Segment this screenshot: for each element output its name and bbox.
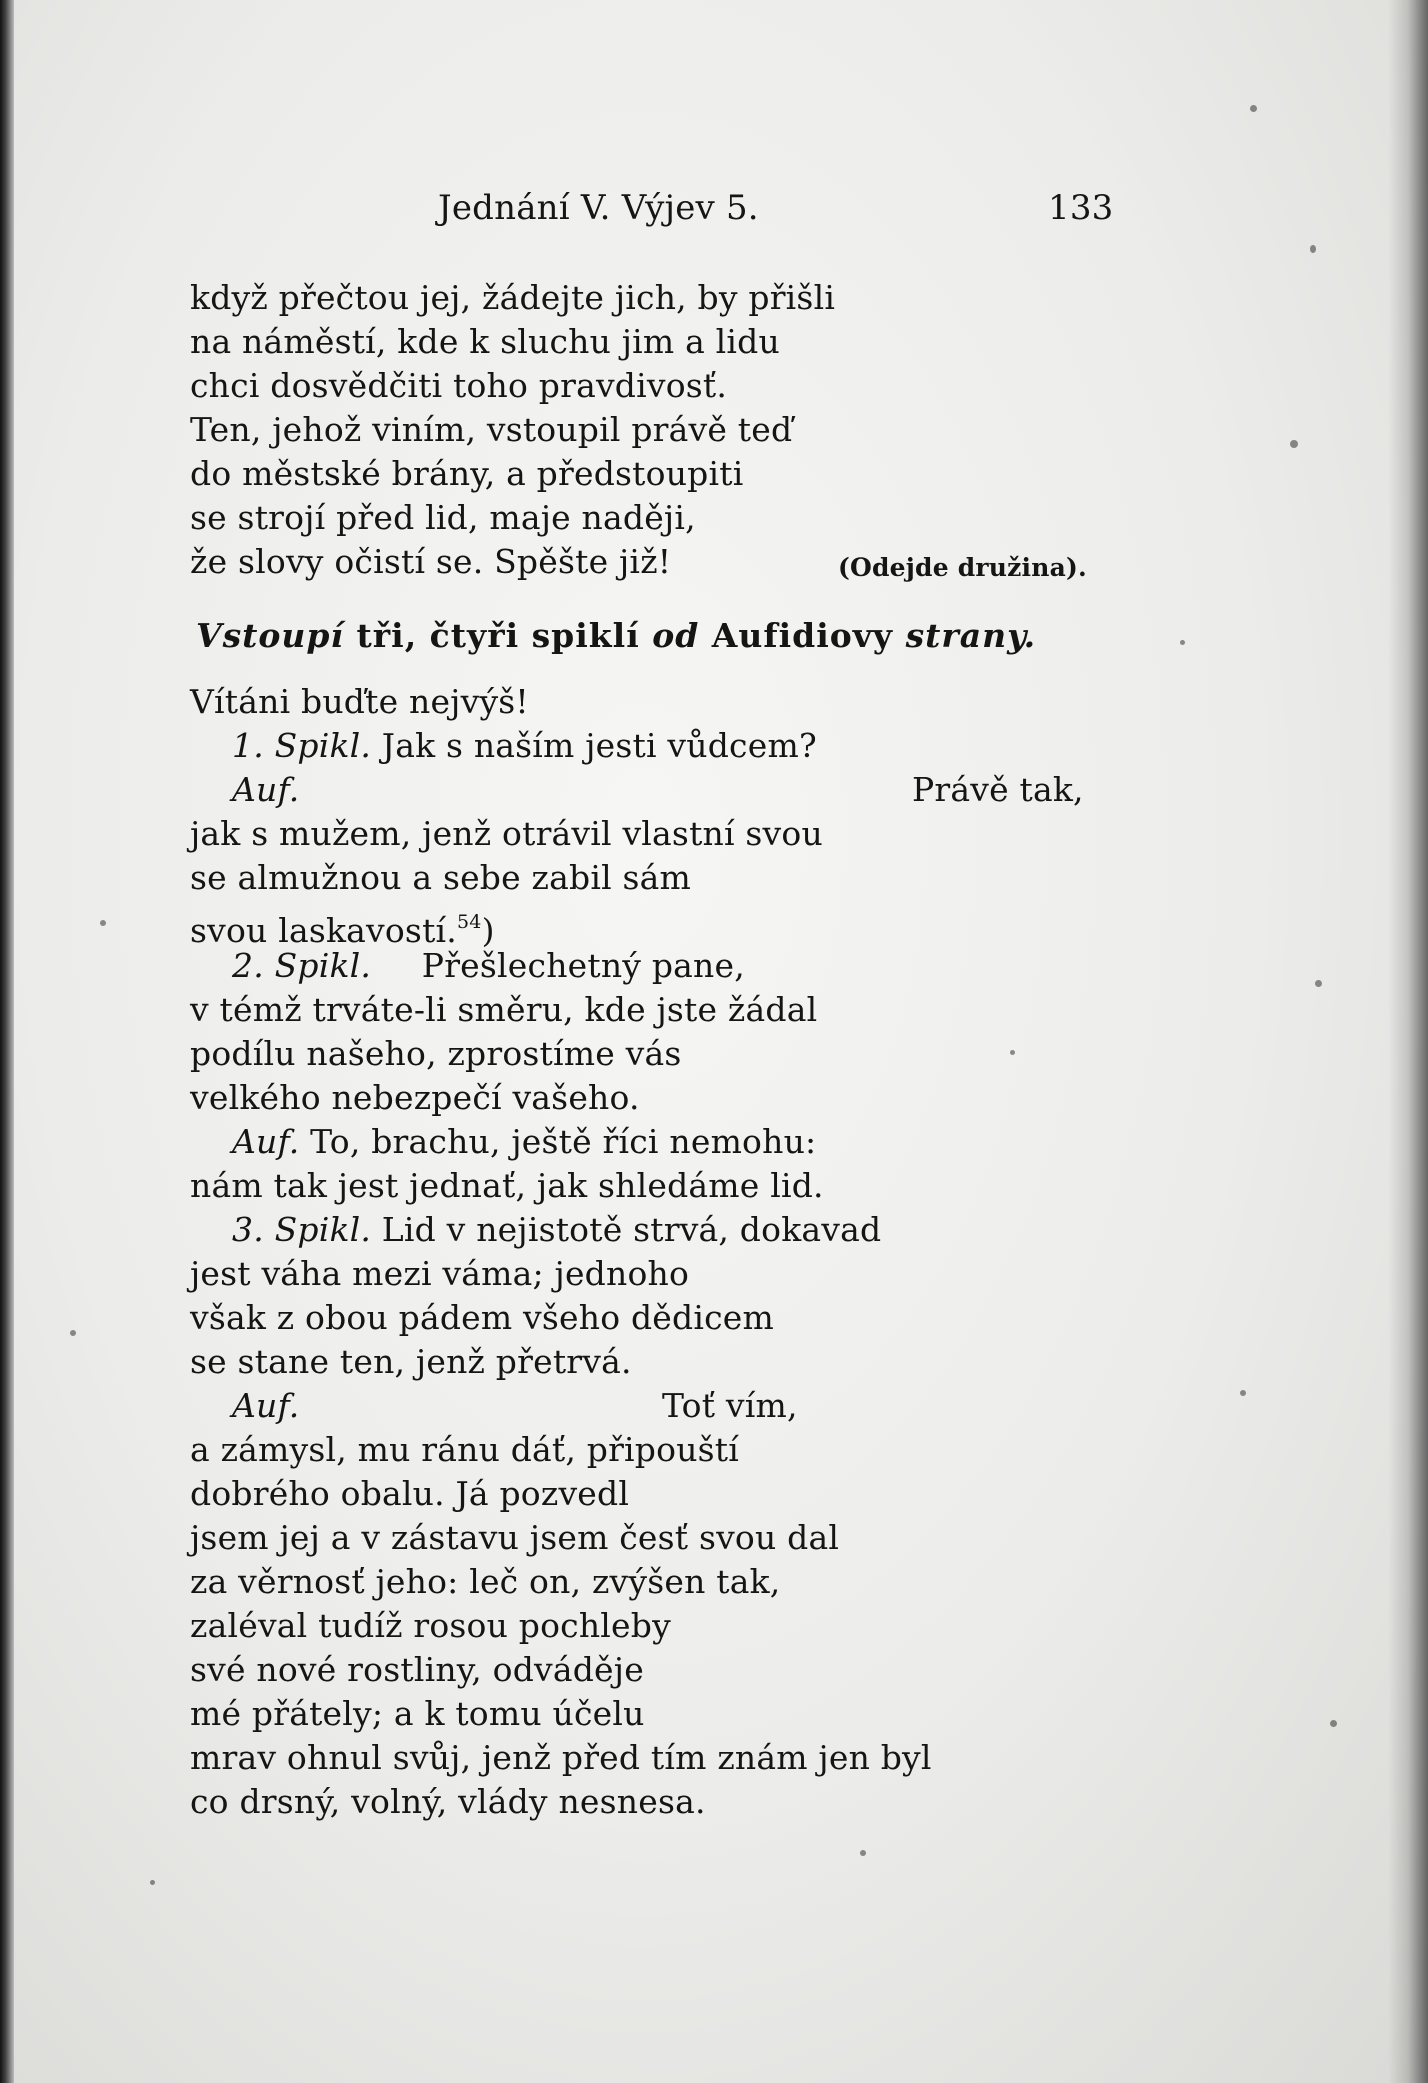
text-line: a zámysl, mu ránu dáť, připouští xyxy=(190,1430,739,1469)
text-line: se strojí před lid, maje naději, xyxy=(190,498,696,537)
speech: To, brachu, ještě říci nemohu: xyxy=(299,1122,817,1161)
text-line: Ten, jehož viním, vstoupil právě teď xyxy=(190,410,793,449)
page-left-edge xyxy=(0,0,14,2083)
speaker-name: 1. Spikl. xyxy=(232,726,372,765)
text-line: se stane ten, jenž přetrvá. xyxy=(190,1342,632,1381)
speaker-line xyxy=(232,726,817,766)
text-line: své nové rostliny, odváděje xyxy=(190,1650,644,1689)
speaker-name: 2. Spikl. xyxy=(232,946,372,985)
stage-word: strany. xyxy=(905,616,1037,655)
text-line: mrav ohnul svůj, jenž před tím znám jen byl xyxy=(190,1738,932,1777)
text-line: Právě tak, xyxy=(912,770,1084,809)
print-speck xyxy=(1330,1720,1337,1727)
speaker-name: Auf. xyxy=(232,770,300,809)
speech: Jak s naším jesti vůdcem? xyxy=(371,726,817,765)
print-speck xyxy=(1180,640,1185,645)
text-line: dobrého obalu. Já pozvedl xyxy=(190,1474,630,1513)
stage-direction-exit: (Odejde družina). xyxy=(838,553,1087,582)
print-speck xyxy=(1315,980,1322,987)
text-line: že slovy očistí se. Spěšte již! xyxy=(190,542,672,581)
text-line: podílu našeho, zprostíme vás xyxy=(190,1034,682,1073)
running-title: Jednání V. Výjev 5. xyxy=(438,188,759,228)
text-line: velkého nebezpečí vašeho. xyxy=(190,1078,640,1117)
speaker-line xyxy=(232,1210,881,1250)
text-line: na náměstí, kde k sluchu jim a lidu xyxy=(190,322,780,361)
print-speck xyxy=(100,920,106,926)
text-line: co drsný, volný, vlády nesnesa. xyxy=(190,1782,706,1821)
speaker-line xyxy=(232,946,745,986)
text-line: chci dosvědčiti toho pravdivosť. xyxy=(190,366,728,405)
page-right-edge xyxy=(1388,0,1428,2083)
speech: Lid v nejistotě strvá, dokavad xyxy=(371,1210,882,1249)
footnote-ref: 54 xyxy=(456,911,482,933)
text-line: do městské brány, a předstoupiti xyxy=(190,454,744,493)
text-line: jest váha mezi váma; jednoho xyxy=(190,1254,690,1293)
stage-direction-enter xyxy=(196,616,1036,656)
speaker-line xyxy=(232,1122,816,1162)
print-speck xyxy=(150,1880,155,1885)
stage-word: Vstoupí xyxy=(196,616,345,655)
print-speck xyxy=(1240,1390,1246,1396)
text-line: se almužnou a sebe zabil sám xyxy=(190,858,692,897)
speaker-name: Auf. xyxy=(232,1122,300,1161)
speaker-name: 3. Spikl. xyxy=(232,1210,372,1249)
text-line: zaléval tudíž rosou pochleby xyxy=(190,1606,671,1645)
print-speck xyxy=(1310,245,1316,253)
text-line: jsem jej a v zástavu jsem česť svou dal xyxy=(190,1518,840,1557)
print-speck xyxy=(1010,1050,1015,1055)
text-line: když přečtou jej, žádejte jich, by přišli xyxy=(190,278,836,317)
print-speck xyxy=(70,1330,76,1336)
print-speck xyxy=(1250,105,1257,112)
footnote-paren: ) xyxy=(481,911,495,950)
text-line: jak s mužem, jenž otrávil vlastní svou xyxy=(190,814,823,853)
text-line: však z obou pádem všeho dědicem xyxy=(190,1298,775,1337)
stage-word: Aufidiovy xyxy=(699,616,906,655)
text-line: Toť vím, xyxy=(662,1386,798,1425)
text-line: v témž trváte-li směru, kde jste žádal xyxy=(190,990,818,1029)
stage-word: od xyxy=(652,616,700,655)
speech: Přešlechetný pane, xyxy=(411,946,745,985)
text-line: Vítáni buďte nejvýš! xyxy=(190,682,529,721)
text-line: nám tak jest jednať, jak shledáme lid. xyxy=(190,1166,824,1205)
print-speck xyxy=(860,1850,866,1856)
text-line: mé přátely; a k tomu účelu xyxy=(190,1694,645,1733)
speech: svou laskavostí. xyxy=(190,911,457,950)
page-number: 133 xyxy=(1048,188,1114,228)
print-speck xyxy=(1290,440,1298,448)
stage-word: tři, čtyři spiklí xyxy=(344,616,653,655)
text-line: za věrnosť jeho: leč on, zvýšen tak, xyxy=(190,1562,781,1601)
speaker-name: Auf. xyxy=(232,1386,300,1425)
text-line xyxy=(190,902,495,951)
